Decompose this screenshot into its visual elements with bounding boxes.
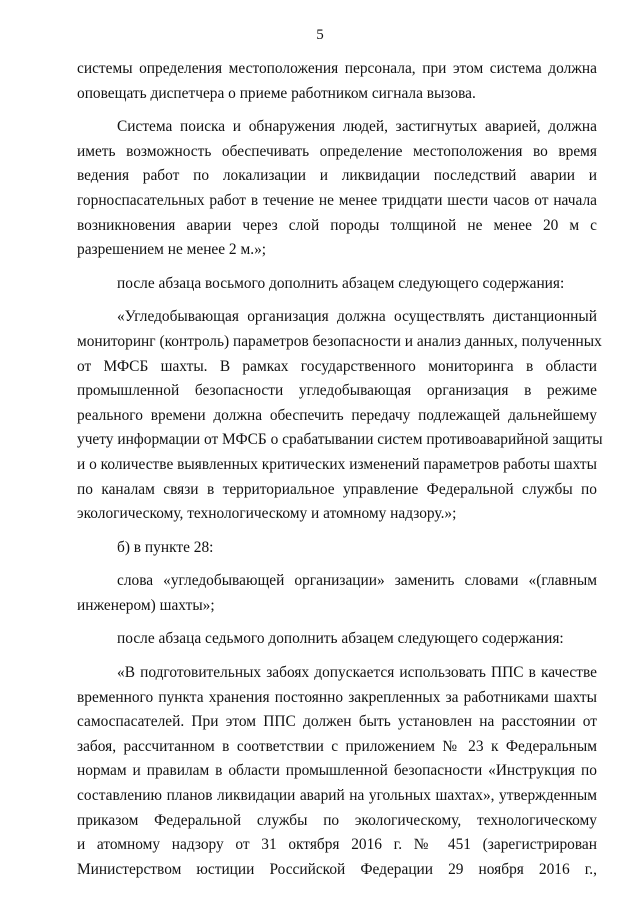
paragraph-p7 [77,627,597,652]
paragraph-gap [77,618,597,627]
page-number: 5 [316,27,324,43]
text-line: промышленной безопасности угледобывающая организация в режиме [77,382,597,400]
paragraph-gap [77,106,597,115]
paragraph-p1 [77,57,597,106]
text-line: экологическому, технологическому и атомному надзору.»; [77,505,457,523]
text-line: от МФСБ шахты. В рамках государственного мониторинга в области [77,357,597,375]
text-line: составлению планов ликвидации аварий на угольных шахтах», утвержденным [77,787,597,805]
text-line: иметь возможность обеспечивать определение местоположения во время [77,142,597,160]
paragraph-p3 [77,272,597,297]
paragraph-gap [77,296,597,305]
text-line: по каналам связи в территориальное управление Федеральной службы по [77,480,597,498]
text-line: Система поиска и обнаружения людей, застигнутых аварией, должна [117,118,597,136]
text-line: оповещать диспетчера о приеме работником сигнала вызова. [77,84,476,102]
text-line: слова «угледобывающей организации» заменить словами «(главным [117,572,597,590]
paragraph-gap [77,263,597,272]
paragraph-gap [77,560,597,569]
document-body [77,57,603,882]
paragraph-p6 [77,569,597,618]
text-line: после абзаца седьмого дополнить абзацем следующего содержания: [117,630,564,648]
paragraph-p5 [77,536,597,561]
text-line: учету информации от МФСБ о срабатывании систем противоаварийной защиты [77,431,603,449]
text-line: Министерством юстиции Российской Федерации 29 ноября 2016 г., [77,860,597,878]
text-line: мониторинг (контроль) параметров безопасности и анализ данных, полученных [77,332,602,350]
text-line: реального времени должна обеспечить передачу подлежащей дальнейшему [77,406,597,424]
text-line: системы определения местоположения персонала, при этом система должна [77,60,597,77]
text-line: ведения работ по локализации и ликвидации последствий аварии и [77,167,597,185]
paragraph-p4 [77,305,603,526]
text-line: и атомному надзору от 31 октября 2016 г. № 451 (зарегистрирован [77,836,597,854]
text-line: приказом Федеральной службы по экологическому, технологическому [77,811,597,829]
text-line: забоя, рассчитанном в соответствии с приложением № 23 к Федеральным [77,737,597,755]
text-line: после абзаца восьмого дополнить абзацем следующего содержания: [117,274,565,292]
text-line: инженером) шахты»; [77,596,215,614]
paragraph-gap [77,652,597,661]
text-line: временного пункта хранения постоянно закрепленных за работниками шахты [77,688,597,706]
text-line: разрешением не менее 2 м.»; [77,241,267,259]
text-line: возникновения аварии через слой породы толщиной не менее 20 м с [77,216,597,234]
paragraph-gap [77,527,597,536]
text-line: нормам и правилам в области промышленной безопасности «Инструкция по [77,762,597,780]
text-line: самоспасателей. При этом ППС должен быть установлен на расстоянии от [77,713,597,731]
text-line: б) в пункте 28: [117,538,214,556]
paragraph-p8 [77,661,597,882]
text-line: горноспасательных работ в течение не менее тридцати шести часов от начала [77,191,597,209]
text-line: и о количестве выявленных критических изменений параметров работы шахты [77,455,597,473]
text-line: «Угледобывающая организация должна осуществлять дистанционный [117,308,597,326]
paragraph-p2 [77,115,597,263]
text-line: «В подготовительных забоях допускается использовать ППС в качестве [117,664,597,682]
